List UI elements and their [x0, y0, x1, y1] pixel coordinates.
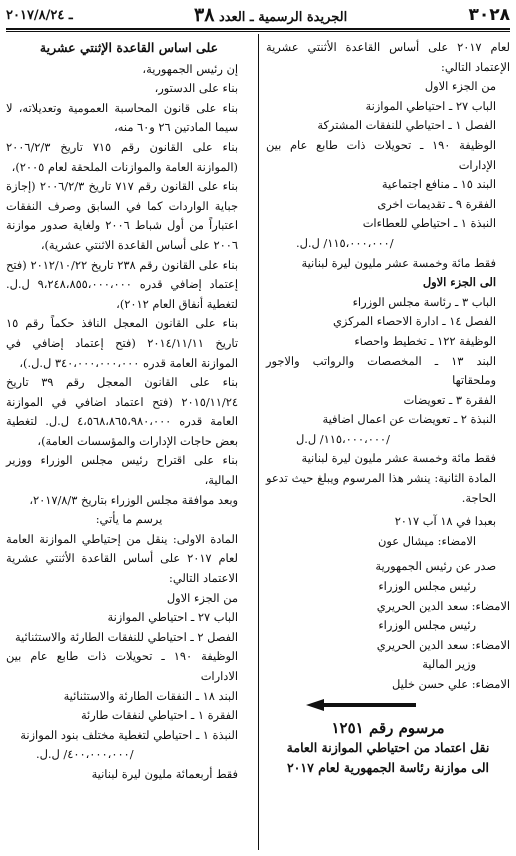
text-line: البند ١٣ ـ المخصصات والرواتب والاجور وملحقاتها	[266, 353, 496, 388]
signature-line: الامضاء: علي حسن خليل	[392, 677, 510, 691]
text-line: الباب ٣ ـ رئاسة مجلس الوزراء	[352, 294, 496, 309]
text-line: إن رئيس الجمهورية،	[142, 61, 238, 76]
text-line: لعام ٢٠١٧ على أساس القاعدة الأثنتي عشرية الإعتماد التالي:	[266, 40, 510, 74]
signatory-title: رئيس مجلس الوزراء	[378, 579, 476, 594]
decree-title: الى موازنة رئاسة الجمهورية لعام ٢٠١٧	[286, 759, 490, 775]
text-line: النبذة ١ ـ احتياطي لتغطية مختلف بنود الموازنة	[20, 727, 238, 742]
signatory-title: وزير المالية	[422, 657, 476, 672]
text-line: وبعد موافقة مجلس الوزراء بتاريخ ٢٠١٧/٨/٣،	[29, 492, 238, 507]
amount: /١١٥،٠٠٠،٠٠٠/ ل.ل.	[296, 235, 394, 250]
decree-number: مرسوم رقم ١٢٥١	[331, 718, 445, 737]
text-line: بناء على القانون رقم ٧١٧ تاريخ ٢٠٠٦/٢/٣ (إجازة جباية الواردات كما في السابق وصرف النفقات اعتباراً من أول شباط ٢٠٠٦ ولغاية صدور موازنة ٢٠٠٦ على أساس القاعدة الاثنتي عشرية)،	[6, 179, 239, 252]
column-divider	[258, 34, 259, 850]
text-line: الفصل ٢ ـ احتياطي للنفقات الطارئة والاستثنائية	[14, 629, 238, 644]
text-line: من الجزء الاول	[166, 590, 238, 605]
text-line: من الجزء الاول	[424, 79, 496, 94]
text-line: الفقرة ٣ ـ تعويضات	[403, 392, 496, 407]
amount: /٤٠٠،٠٠٠،٠٠٠/ ل.ل.	[36, 747, 134, 762]
signature-line: الامضاء: سعد الدين الحريري	[376, 637, 510, 652]
amount: /١١٥،٠٠٠،٠٠٠/ ل.ل	[296, 431, 390, 446]
arrow-separator-icon	[306, 697, 416, 713]
issued-by: صدر عن رئيس الجمهورية	[375, 559, 496, 574]
gazette-title-text: الجريدة الرسمية ـ العدد	[218, 10, 348, 25]
text-line: الباب ٢٧ ـ احتياطي الموازنة	[365, 98, 496, 113]
text-line: الفقرة ٩ ـ تقديمات اخرى	[377, 196, 496, 211]
section-heading: الى الجزء الاول	[422, 275, 496, 290]
left-column	[6, 38, 252, 852]
decree-phrase: يرسم ما يأتي:	[95, 512, 163, 527]
text-line: الوظيفة ١٢٢ ـ تخطيط واحصاء	[354, 333, 496, 348]
decree-title: نقل اعتماد من احتياطي الموازنة العامة	[286, 740, 490, 756]
right-column	[266, 38, 510, 852]
text-line: بناء على الدستور،	[154, 81, 238, 96]
separator-arrow	[266, 697, 510, 713]
page-header	[6, 4, 510, 26]
text-line: النبذة ١ ـ احتياطي للعطاءات	[362, 216, 496, 231]
text-line: الفقرة ١ ـ احتياطي لنفقات طارئة	[80, 708, 238, 723]
text-line: بناء على القانون رقم ٢٣٨ تاريخ ٢٠١٢/١٠/٢٢ (فتح إعتماد إضافي قدره ٩،٢٤٨،٨٥٥،٠٠٠،٠٠٠ ل.ل. لتغطية أنفاق العام ٢٠١٢)،	[6, 257, 239, 311]
text-line: الفصل ١ ـ احتياطي للنفقات المشتركة	[317, 118, 496, 133]
place-date: بعبدا في ١٨ آب ٢٠١٧	[394, 514, 496, 529]
text-line: فقط أربعمائة مليون ليرة لبنانية	[91, 766, 238, 781]
header-rule	[6, 28, 510, 30]
text-line: بناء على قانون المحاسبة العمومية وتعديلاته، لا سيما المادتين ٢٦ و٦٠ منه،	[6, 100, 238, 135]
text-line: الباب ٢٧ ـ احتياطي الموازنة	[107, 610, 238, 625]
header-rule-thin	[6, 31, 510, 32]
text-line: بناء على القانون المعجل رقم ٣٩ تاريخ ٢٠١٥/١١/٢٤ (فتح اعتماد اضافي في الموازنة العامة قدره ٤،٥٦٨،٨٦٥،٩٨٠،٠٠٠ ل.ل. لتغطية بعض حاجات الإدارات والمؤسسات العامة)،	[6, 375, 238, 448]
text-line: بناء على القانون رقم ٧١٥ تاريخ ٢٠٠٦/٢/٣ (الموازنة العامة والموازنات الملحقة لعام ٢٠٠٥)،	[6, 139, 238, 174]
signatory-title: رئيس مجلس الوزراء	[378, 618, 476, 633]
text-line: فقط مائة وخمسة عشر مليون ليرة لبنانية	[301, 255, 496, 270]
page-number: ٣٠٢٨	[468, 5, 510, 25]
issue-number: ٣٨	[193, 4, 215, 26]
signature-line: الامضاء: سعد الدين الحريري	[376, 598, 510, 613]
text-line: فقط مائة وخمسة عشر مليون ليرة لبنانية	[301, 451, 496, 466]
text-line: بناء على القانون المعجل النافذ حكماً رقم ١٥ تاريخ ٢٠١٤/١١/١١ (فتح إعتماد إضافي في الموازنة العامة قدره ٣٤٠،٠٠٠،٠٠٠،٠٠٠ ل.ل.)،	[6, 316, 239, 370]
text-line: الوظيفة ١٩٠ ـ تحويلات ذات طابع عام بين الادارات	[6, 649, 238, 683]
issue-date: ـ ٢٠١٧/٨/٢٤	[6, 7, 73, 23]
article-two: المادة الثانية: ينشر هذا المرسوم ويبلغ حيث تدعو الحاجة.	[266, 471, 496, 505]
text-line: النبذة ٢ ـ تعويضات عن اعمال اضافية	[322, 412, 496, 427]
column-title: على اساس القاعدة الإثنتي عشرية	[39, 40, 219, 55]
text-line: البند ١٨ ـ النفقات الطارئة والاستثنائية	[63, 688, 238, 703]
gazette-title	[73, 4, 469, 26]
text-line: البند ١٥ ـ منافع اجتماعية	[381, 177, 496, 192]
article-one: المادة الاولى: ينقل من إحتياطي الموازنة العامة لعام ٢٠١٧ على أساس القاعدة الأثنتي عشرية الاعتماد التالي:	[6, 531, 238, 586]
text-line: الوظيفة ١٩٠ ـ تحويلات ذات طابع عام بين الإدارات	[266, 137, 496, 172]
text-line: بناء على اقتراح رئيس مجلس الوزراء ووزير المالية،	[6, 453, 238, 488]
signature-line: الامضاء: ميشال عون	[377, 533, 476, 548]
text-line: الفصل ١٤ ـ ادارة الاحصاء المركزي	[332, 314, 496, 329]
